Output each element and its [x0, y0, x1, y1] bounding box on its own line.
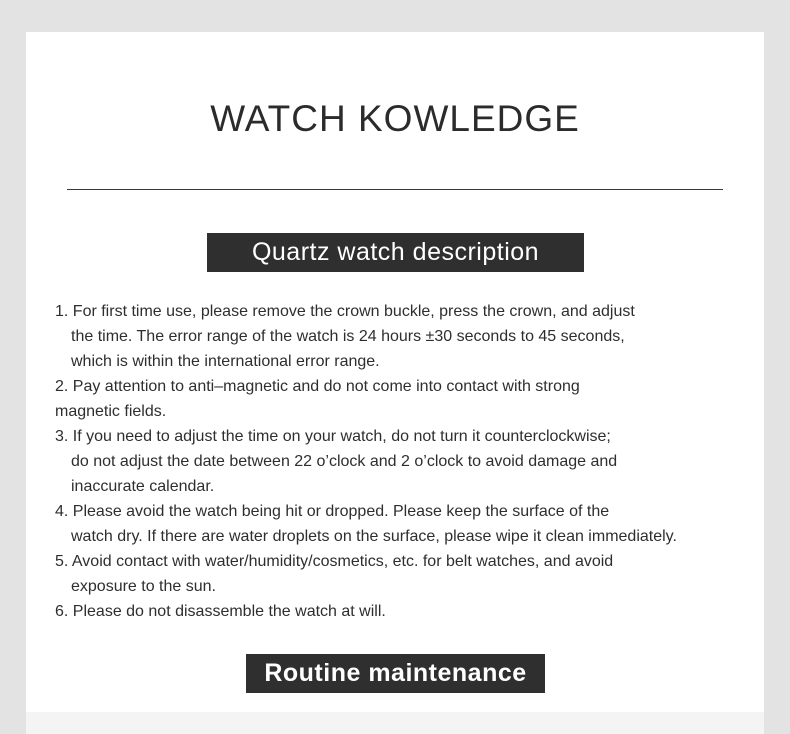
list-item-5-line-2: exposure to the sun.: [71, 578, 216, 595]
footer-strip: [26, 712, 764, 734]
list-item-4-line-2: watch dry. If there are water droplets on the surface, please wipe it clean immediately.: [71, 528, 677, 545]
section-heading-maintenance: Routine maintenance: [246, 654, 545, 693]
title-divider: [67, 189, 723, 190]
list-item-6-line-1: 6. Please do not disassemble the watch at will.: [55, 603, 386, 620]
page-title: WATCH KOWLEDGE: [210, 98, 580, 139]
list-item-2-line-2: magnetic fields.: [55, 403, 167, 420]
list-item-3-line-1: 3. If you need to adjust the time on your watch, do not turn it counterclockwise;: [55, 428, 611, 445]
list-item-1-line-1: 1. For first time use, please remove the crown buckle, press the crown, and adjust: [55, 303, 635, 320]
list-item-1-line-3: which is within the international error range.: [71, 353, 380, 370]
description-list: [55, 299, 765, 624]
list-item-5-line-1: 5. Avoid contact with water/humidity/cosmetics, etc. for belt watches, and avoid: [55, 553, 614, 570]
list-item-1-line-2: the time. The error range of the watch is 24 hours ±30 seconds to 45 seconds,: [71, 328, 625, 345]
list-item-3-line-3: inaccurate calendar.: [71, 478, 215, 495]
list-item-3-line-2: do not adjust the date between 22 o’clock and 2 o’clock to avoid damage and: [71, 453, 618, 470]
list-item-4-line-1: 4. Please avoid the watch being hit or dropped. Please keep the surface of the: [55, 503, 610, 520]
section-heading-quartz: Quartz watch description: [207, 233, 584, 272]
list-item-2-line-1: 2. Pay attention to anti–magnetic and do not come into contact with strong: [55, 378, 580, 395]
